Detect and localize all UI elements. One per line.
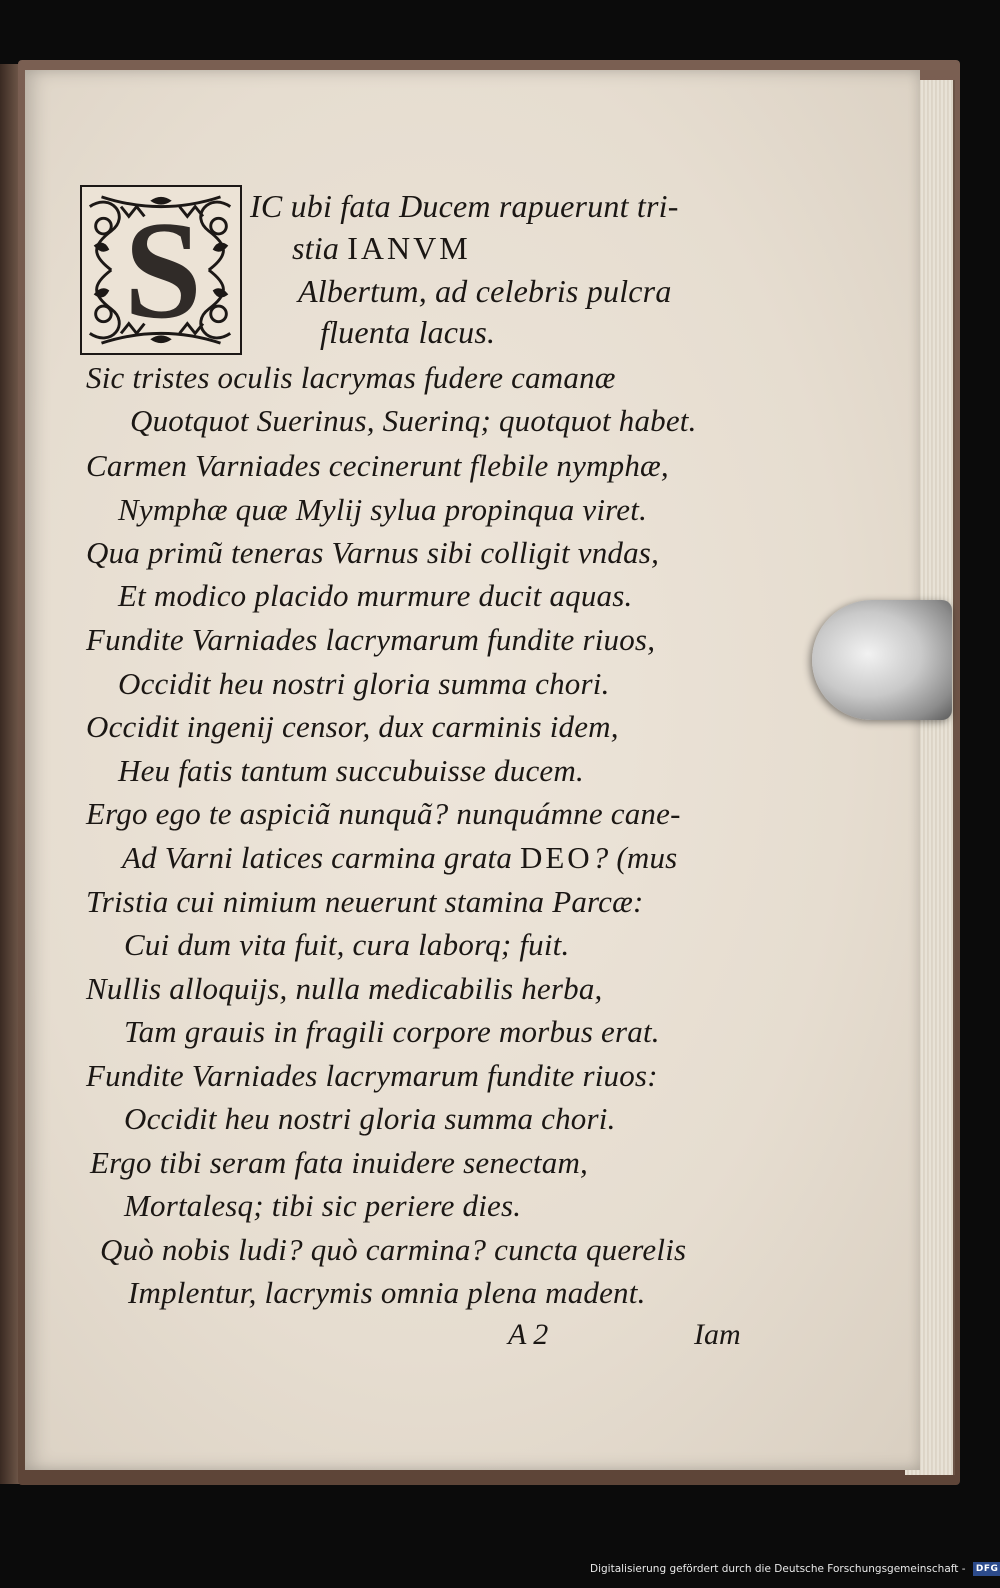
verse-line: stia IANVM bbox=[292, 230, 471, 266]
verse-line: Tristia cui nimium neuerunt stamina Parcæ: bbox=[86, 884, 644, 919]
decorated-initial bbox=[80, 185, 242, 355]
verse-line: Implentur, lacrymis omnia plena madent. bbox=[128, 1275, 646, 1310]
verse-line: Tam grauis in fragili corpore morbus erat. bbox=[124, 1014, 660, 1049]
credit-text: Digitalisierung gefördert durch die Deutsche Forschungsgemeinschaft - bbox=[590, 1563, 966, 1575]
verse-line: Ergo ego te aspiciã nunquã? nunquámne cane- bbox=[86, 796, 681, 831]
verse-line: Cui dum vita fuit, cura laborq; fuit. bbox=[124, 927, 570, 962]
digitization-credit bbox=[590, 1550, 1000, 1588]
verse-line: Heu fatis tantum succubuisse ducem. bbox=[118, 753, 584, 788]
signature-mark: A 2 bbox=[508, 1318, 549, 1351]
verse-line: Albertum, ad celebris pulcra bbox=[298, 273, 672, 309]
verse-line: Mortalesq; tibi sic periere dies. bbox=[124, 1188, 522, 1223]
verse-line: Ad Varni latices carmina grata DEO? (mus bbox=[122, 840, 678, 875]
verse-line: Nullis alloquijs, nulla medicabilis herba, bbox=[86, 971, 603, 1006]
verse-line: Occidit heu nostri gloria summa chori. bbox=[124, 1101, 616, 1136]
verse-line: Nymphæ quæ Mylij sylua propinqua viret. bbox=[118, 492, 648, 527]
verse-line: Et modico placido murmure ducit aquas. bbox=[118, 578, 633, 613]
verse-line: fluenta lacus. bbox=[320, 314, 496, 350]
verse-line: Sic tristes oculis lacrymas fudere camanæ bbox=[86, 360, 616, 395]
verse-line: Quò nobis ludi? quò carmina? cuncta querelis bbox=[100, 1232, 687, 1267]
dfg-logo: DFG bbox=[973, 1562, 1000, 1576]
verse-line: Fundite Varniades lacrymarum fundite riuos, bbox=[86, 622, 656, 657]
catchword: Iam bbox=[694, 1318, 741, 1351]
verse-line: Carmen Varniades cecinerunt flebile nymphæ, bbox=[86, 448, 669, 483]
verse-line: Occidit heu nostri gloria summa chori. bbox=[118, 666, 610, 701]
verse-line: IC ubi fata Ducem rapuerunt tri- bbox=[250, 188, 679, 224]
page-clip bbox=[812, 600, 952, 720]
verse-line: Ergo tibi seram fata inuidere senectam, bbox=[90, 1145, 588, 1180]
verse-line: Occidit ingenij censor, dux carminis idem, bbox=[86, 709, 619, 744]
verse-line: Fundite Varniades lacrymarum fundite riuos: bbox=[86, 1058, 658, 1093]
initial-letter: S bbox=[124, 193, 202, 348]
verse-line: Qua primũ teneras Varnus sibi colligit vndas, bbox=[86, 535, 660, 570]
verse-line: Quotquot Suerinus, Suerinq; quotquot habet. bbox=[130, 403, 697, 438]
